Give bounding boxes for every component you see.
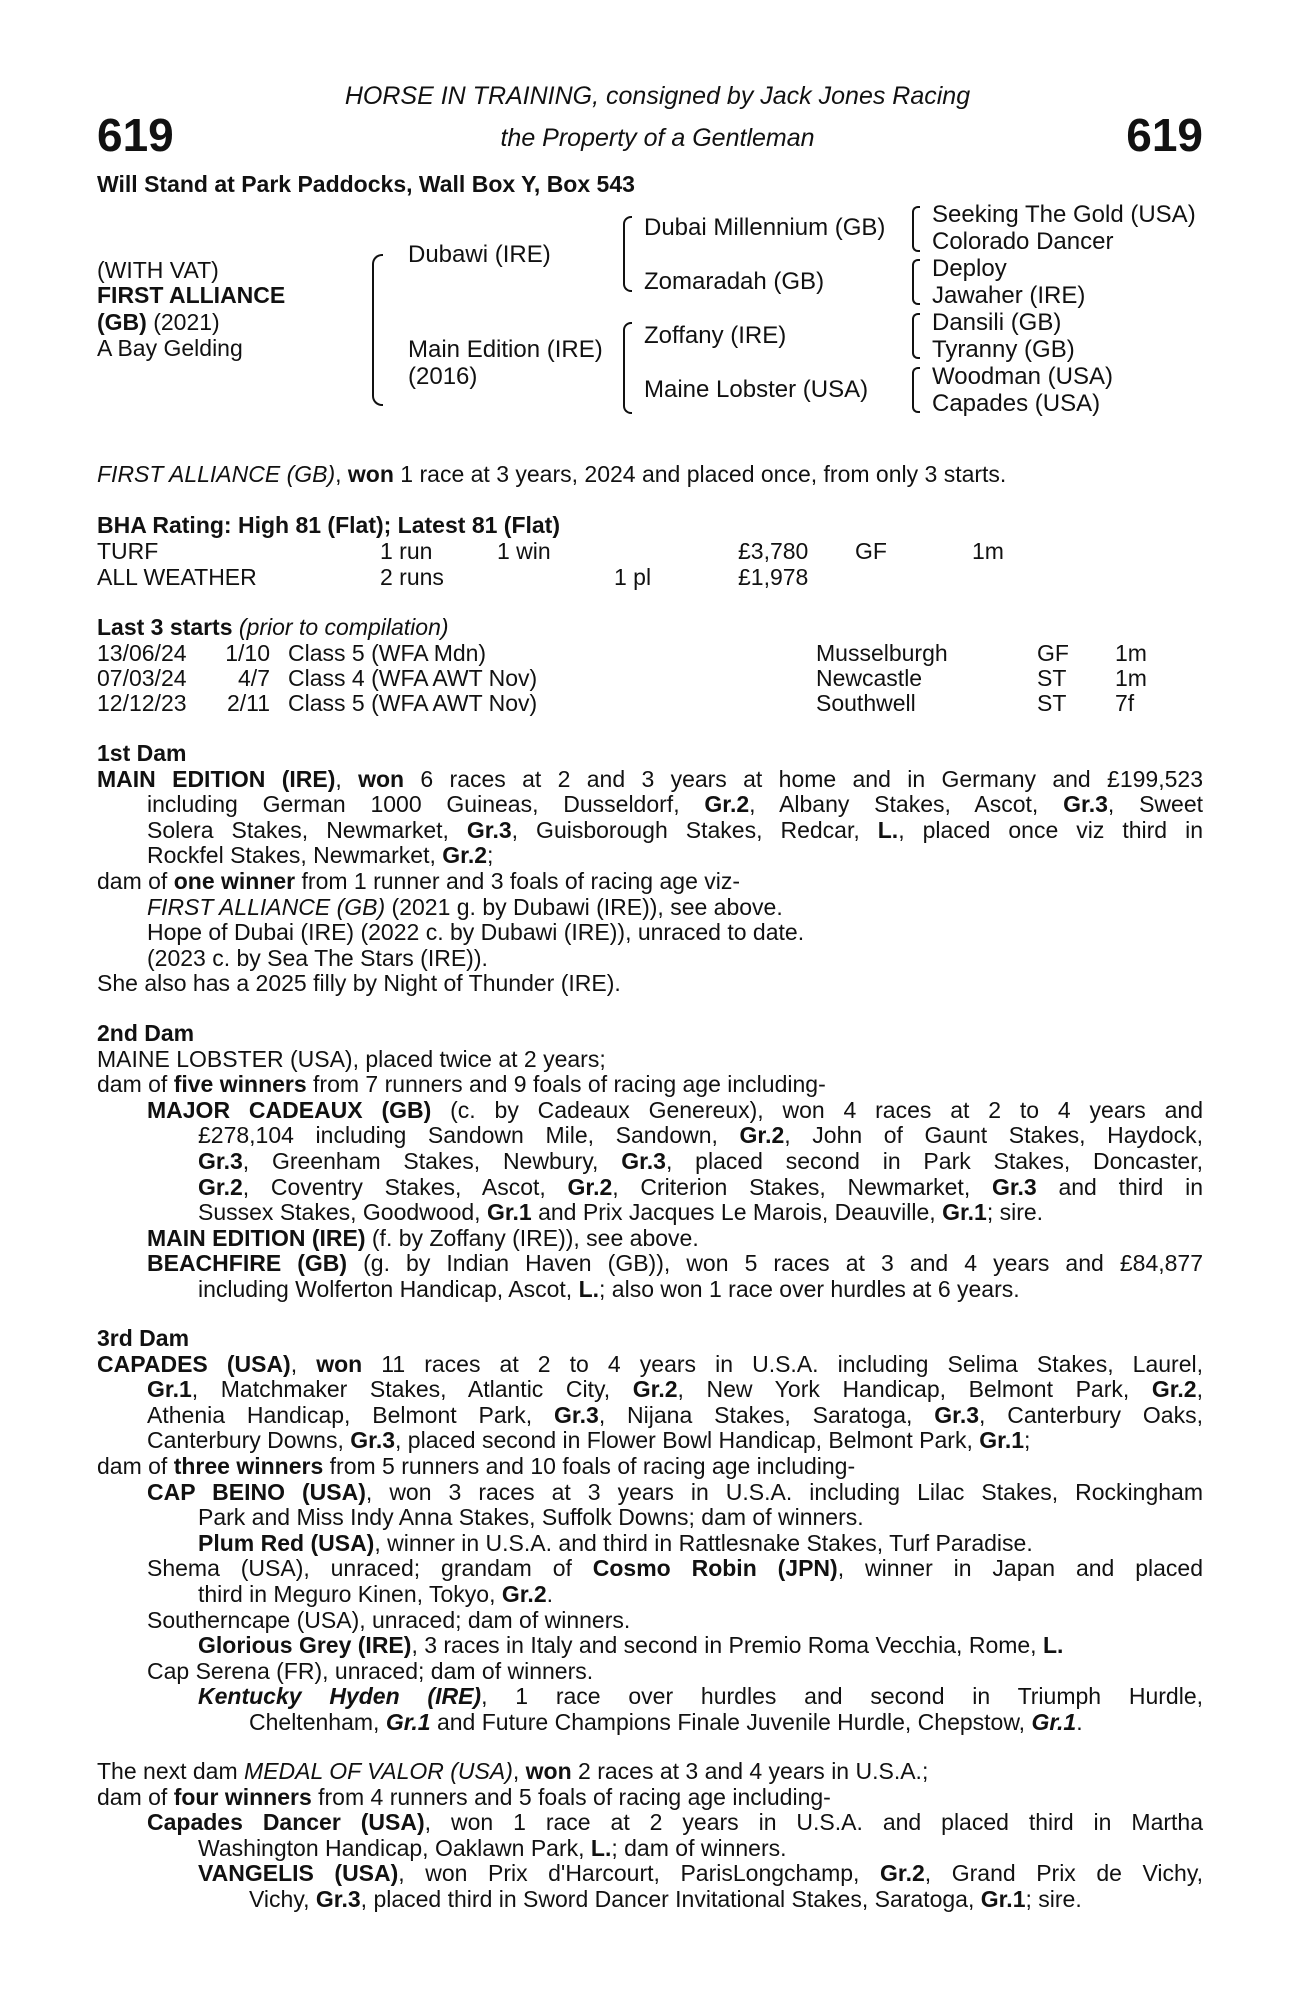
produce-line: Plum Red (USA), winner in U.S.A. and third in Rattlesnake Stakes, Turf Paradise. (198, 1529, 1033, 1556)
produce-line: CAP BEINO (USA), won 3 races at 3 years in U.S.A. including Lilac Stakes, Rockingham (147, 1478, 1203, 1505)
start-date: 07/03/24 (97, 665, 187, 691)
bha-rating: BHA Rating: High 81 (Flat); Latest 81 (Flat) (97, 512, 560, 538)
pedigree-dam-sire: Zoffany (IRE) (644, 322, 787, 349)
produce-line: Sussex Stakes, Goodwood, Gr.1 and Prix Jacques Le Marois, Deauville, Gr.1; sire. (198, 1199, 1044, 1226)
record-turf-wins: 1 win (497, 538, 551, 564)
start-going: ST (1037, 690, 1067, 716)
third-dam-section (97, 1326, 1203, 1736)
dam-line: MAIN EDITION (IRE), won 6 races at 2 and 3 years at home and in Germany and £199,523 (97, 765, 1203, 792)
produce-line: VANGELIS (USA), won Prix d'Harcourt, ParisLongchamp, Gr.2, Grand Prix de Vichy, (198, 1860, 1204, 1887)
dam-line: dam of four winners from 4 runners and 5 foals of racing age including- (97, 1783, 831, 1810)
lot-number-right: 619 (1126, 109, 1203, 161)
start-course: Newcastle (816, 665, 923, 691)
produce-line: FIRST ALLIANCE (GB) (2021 g. by Dubawi (IRE)), see above. (147, 893, 783, 920)
last-starts-heading (97, 615, 449, 641)
pedigree-dds: Woodman (USA) (932, 363, 1113, 390)
dam-line: Athenia Handicap, Belmont Park, Gr.3, Nijana Stakes, Saratoga, Gr.3, Canterbury Oaks, (147, 1401, 1203, 1428)
produce-line: Vichy, Gr.3, placed third in Sword Dancer Invitational Stakes, Saratoga, Gr.1; sire. (249, 1885, 1082, 1912)
pedigree-sire-sire: Dubai Millennium (GB) (644, 214, 886, 241)
pedigree-brace-ds (912, 313, 920, 359)
horse-name: FIRST ALLIANCE (97, 282, 286, 308)
produce-line: Southerncape (USA), unraced; dam of winners. (147, 1606, 631, 1633)
dam-line: Canterbury Downs, Gr.3, placed second in Flower Bowl Handicap, Belmont Park, Gr.1; (147, 1427, 1031, 1454)
pedigree-dam-year: (2016) (408, 363, 478, 390)
pedigree-dss: Dansili (GB) (932, 309, 1062, 336)
start-date: 12/12/23 (97, 690, 187, 716)
section-heading: 3rd Dam (97, 1325, 190, 1351)
dam-line: The next dam MEDAL OF VALOR (USA), won 2 races at 3 and 4 years in U.S.A.; (97, 1758, 929, 1784)
dam-line: dam of three winners from 5 runners and 10 foals of racing age including- (97, 1452, 856, 1479)
horse-country: (GB) (97, 309, 147, 335)
produce-line: MAIN EDITION (IRE) (f. by Zoffany (IRE)), see above. (147, 1224, 699, 1251)
record-aw-placed: 1 pl (614, 564, 652, 590)
pedigree-sss: Seeking The Gold (USA) (932, 201, 1196, 228)
horse-country-year (97, 310, 220, 336)
start-position: 1/10 (225, 640, 270, 666)
produce-line: She also has a 2025 filly by Night of Thunder (IRE). (97, 970, 621, 997)
pedigree-brace-sire (623, 216, 632, 292)
pedigree-dam-dam: Maine Lobster (USA) (644, 376, 869, 403)
produce-line: third in Meguro Kinen, Tokyo, Gr.2. (198, 1580, 554, 1607)
start-course: Southwell (816, 690, 916, 716)
section-heading: 2nd Dam (97, 1020, 195, 1046)
record-aw-surface: ALL WEATHER (97, 564, 257, 590)
start-distance: 1m (1115, 665, 1147, 691)
horse-year: (2021) (146, 309, 220, 335)
record-aw-prize: £1,978 (738, 564, 809, 590)
pedigree-brace-dd (912, 367, 920, 413)
start-distance: 1m (1115, 640, 1147, 666)
dam-line: including German 1000 Guineas, Dusseldorf, Gr.2, Albany Stakes, Ascot, Gr.3, Sweet (147, 791, 1203, 818)
race-summary: FIRST ALLIANCE (GB), won 1 race at 3 years, 2024 and placed once, from only 3 starts. (97, 461, 1007, 487)
next-dam-section (97, 1759, 1203, 1913)
pedigree-dsd: Tyranny (GB) (932, 336, 1075, 363)
produce-line: Gr.2, Coventry Stakes, Ascot, Gr.2, Criterion Stakes, Newmarket, Gr.3 and third in (198, 1173, 1203, 1200)
start-going: GF (1037, 640, 1069, 666)
start-race: Class 5 (WFA Mdn) (288, 640, 487, 666)
vat-note: (WITH VAT) (97, 257, 219, 283)
start-date: 13/06/24 (97, 640, 187, 666)
last-starts-title: Last 3 starts (97, 614, 233, 640)
produce-line: Cap Serena (FR), unraced; dam of winners. (147, 1657, 594, 1684)
pedigree-ddd: Capades (USA) (932, 390, 1101, 417)
pedigree-ssd: Colorado Dancer (932, 228, 1114, 255)
produce-line: BEACHFIRE (GB) (g. by Indian Haven (GB)), won 5 races at 3 and 4 years and £84,877 (147, 1250, 1203, 1277)
pedigree-sire-dam: Zomaradah (GB) (644, 268, 825, 295)
summary-won: won (347, 461, 394, 487)
start-going: ST (1037, 665, 1067, 691)
record-turf-runs: 1 run (380, 538, 433, 564)
pedigree-brace-gen1 (372, 254, 383, 406)
horse-description: A Bay Gelding (97, 335, 243, 361)
start-course: Musselburgh (816, 640, 948, 666)
start-position: 2/11 (226, 690, 270, 716)
record-turf-going: GF (855, 538, 887, 564)
record-turf-surface: TURF (97, 538, 159, 564)
dam-line: dam of one winner from 1 runner and 3 foals of racing age viz- (97, 867, 741, 894)
start-position: 4/7 (238, 665, 270, 691)
pedigree-brace-ss (912, 206, 920, 252)
produce-line: Hope of Dubai (IRE) (2022 c. by Dubawi (IRE)), unraced to date. (147, 919, 805, 946)
produce-line: Cheltenham, Gr.1 and Future Champions Finale Juvenile Hurdle, Chepstow, Gr.1. (249, 1708, 1083, 1735)
start-race: Class 5 (WFA AWT Nov) (288, 690, 538, 716)
stable-location: Will Stand at Park Paddocks, Wall Box Y, Box 543 (97, 171, 635, 197)
dam-line: CAPADES (USA), won 11 races at 2 to 4 years in U.S.A. including Selima Stakes, Laurel, (97, 1350, 1203, 1377)
dam-line: MAINE LOBSTER (USA), placed twice at 2 years; (97, 1045, 606, 1072)
lot-subtitle: the Property of a Gentleman (500, 124, 815, 152)
start-distance: 7f (1115, 690, 1135, 716)
summary-horse-name: FIRST ALLIANCE (GB) (97, 461, 336, 487)
start-race: Class 4 (WFA AWT Nov) (288, 665, 538, 691)
dam-line: Rockfel Stakes, Newmarket, Gr.2; (147, 842, 494, 869)
produce-line: MAJOR CADEAUX (GB) (c. by Cadeaux Genereux), won 4 races at 2 to 4 years and (147, 1096, 1203, 1123)
pedigree-brace-dam (623, 322, 632, 414)
second-dam-section (97, 1021, 1203, 1303)
produce-line: £278,104 including Sandown Mile, Sandown, Gr.2, John of Gaunt Stakes, Haydock, (198, 1122, 1203, 1149)
produce-line: Glorious Grey (IRE), 3 races in Italy and second in Premio Roma Vecchia, Rome, L. (198, 1632, 1064, 1659)
produce-line: Washington Handicap, Oaklawn Park, L.; dam of winners. (198, 1834, 787, 1861)
produce-line: Gr.3, Greenham Stakes, Newbury, Gr.3, placed second in Park Stakes, Doncaster, (198, 1147, 1203, 1174)
produce-line: Capades Dancer (USA), won 1 race at 2 years in U.S.A. and placed third in Martha (147, 1809, 1203, 1836)
pedigree-sire: Dubawi (IRE) (408, 241, 551, 268)
pedigree-sds: Deploy (932, 255, 1007, 282)
record-turf-prize: £3,780 (738, 538, 809, 564)
dam-line: Gr.1, Matchmaker Stakes, Atlantic City, Gr.2, New York Handicap, Belmont Park, Gr.2, (147, 1376, 1203, 1403)
lot-number-left: 619 (97, 109, 174, 161)
dam-line: Solera Stakes, Newmarket, Gr.3, Guisborough Stakes, Redcar, L., placed once viz third in (147, 816, 1203, 843)
pedigree-sdd: Jawaher (IRE) (932, 282, 1086, 309)
produce-line: Shema (USA), unraced; grandam of Cosmo Robin (JPN), winner in Japan and placed (147, 1555, 1203, 1582)
produce-line: (2023 c. by Sea The Stars (IRE)). (147, 944, 488, 971)
produce-line: Park and Miss Indy Anna Stakes, Suffolk Downs; dam of winners. (198, 1504, 864, 1531)
first-dam-section (97, 741, 1203, 997)
dam-line: dam of five winners from 7 runners and 9 foals of racing age including- (97, 1071, 826, 1098)
pedigree-brace-sd (912, 259, 920, 305)
section-heading: 1st Dam (97, 740, 187, 766)
record-aw-runs: 2 runs (380, 564, 444, 590)
dam-name: MAIN EDITION (IRE) (97, 765, 336, 792)
lot-title: HORSE IN TRAINING, consigned by Jack Jones Racing (344, 82, 971, 110)
produce-line: Kentucky Hyden (IRE), 1 race over hurdles and second in Triumph Hurdle, (198, 1683, 1204, 1710)
record-turf-distance: 1m (972, 538, 1004, 564)
pedigree-dam: Main Edition (IRE) (408, 336, 603, 363)
summary-text: 1 race at 3 years, 2024 and placed once, from only 3 starts. (393, 461, 1007, 487)
produce-line: including Wolferton Handicap, Ascot, L.; also won 1 race over hurdles at 6 years. (198, 1275, 1020, 1302)
last-starts-note: (prior to compilation) (232, 614, 449, 640)
